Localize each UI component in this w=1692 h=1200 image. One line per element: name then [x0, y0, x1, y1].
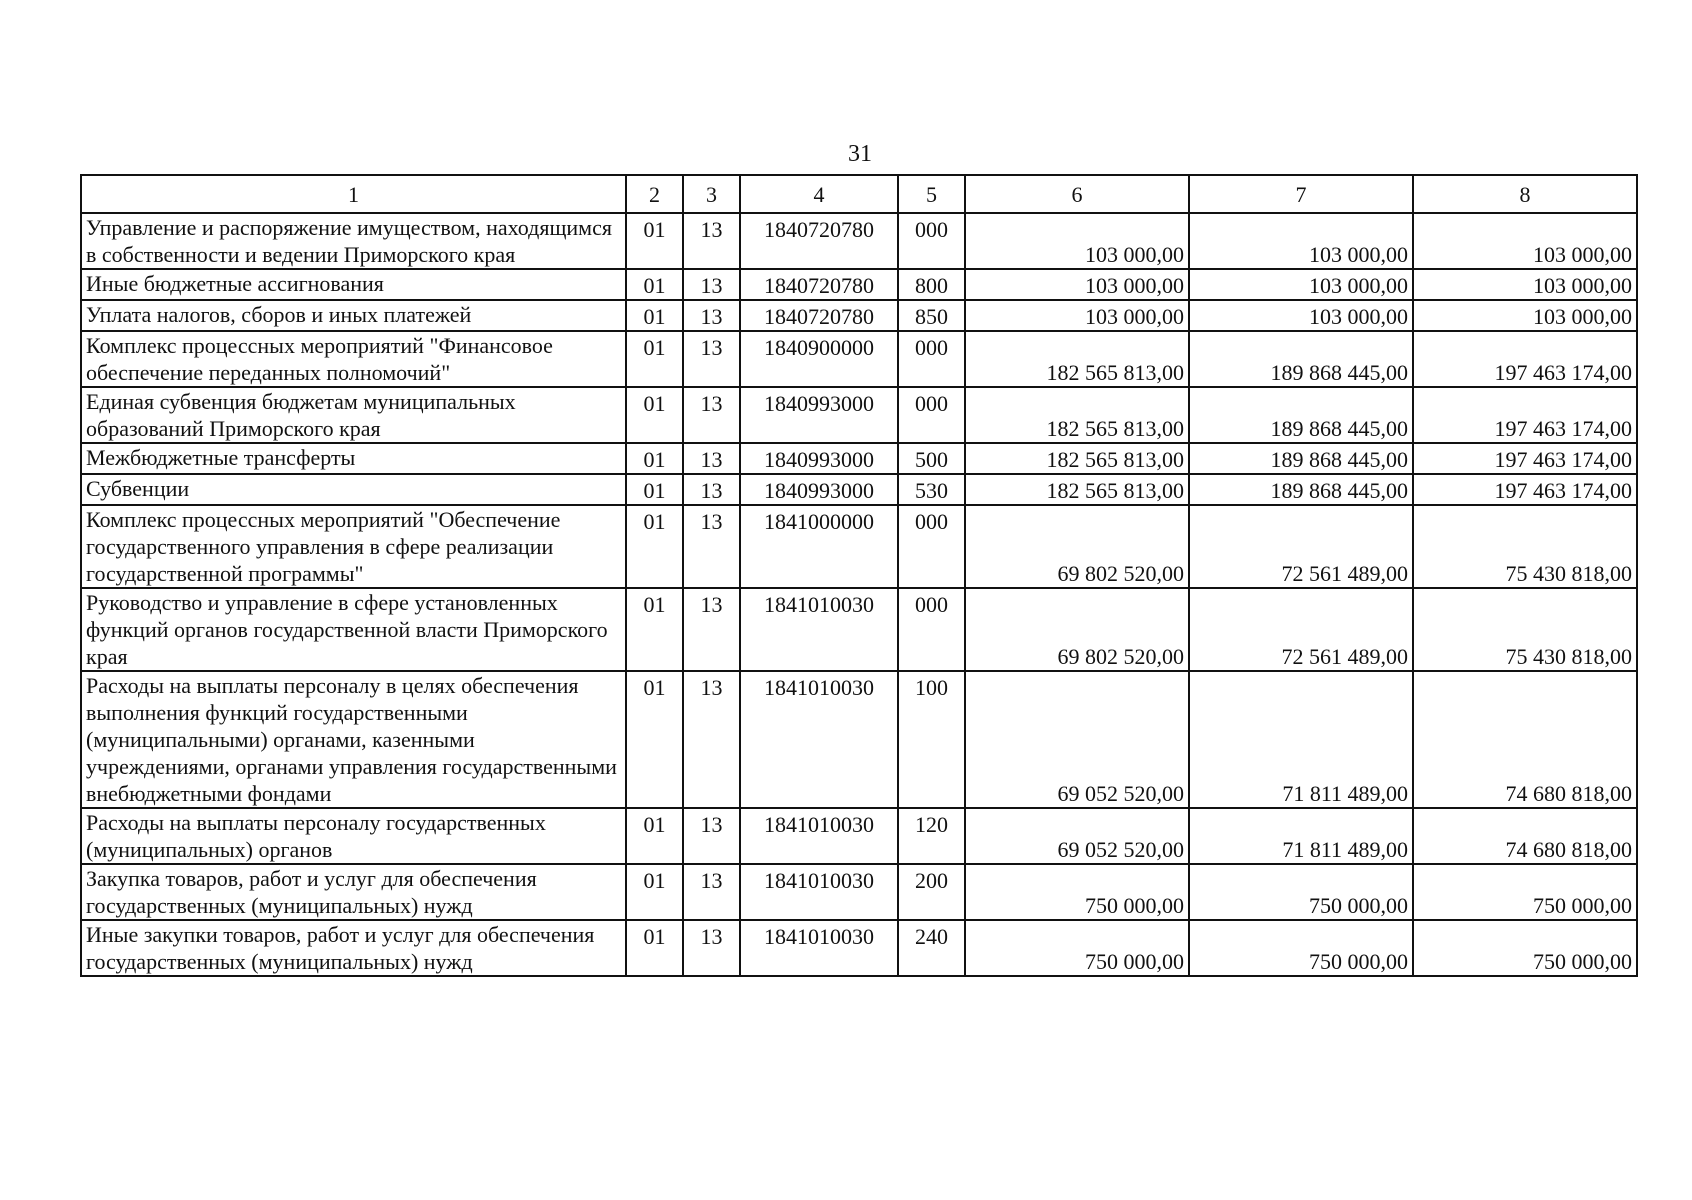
code-target-article: 1840900000 — [740, 331, 898, 387]
table-row — [81, 300, 1637, 331]
amount-col6: 103 000,00 — [965, 213, 1189, 269]
amount-col8: 74 680 818,00 — [1413, 808, 1637, 864]
code-section: 01 — [626, 920, 683, 976]
table-row — [81, 331, 1637, 387]
header-cell: 1 — [81, 175, 626, 213]
amount-col8: 197 463 174,00 — [1413, 331, 1637, 387]
row-name: Иные закупки товаров, работ и услуг для обеспечения государственных (муниципальных) нужд — [81, 920, 626, 976]
amount-col8: 103 000,00 — [1413, 300, 1637, 331]
amount-col7: 72 561 489,00 — [1189, 588, 1413, 671]
code-section: 01 — [626, 269, 683, 300]
row-name: Руководство и управление в сфере установленных функций органов государственной власти Приморского края — [81, 588, 626, 671]
amount-col7: 189 868 445,00 — [1189, 443, 1413, 474]
code-target-article: 1840720780 — [740, 269, 898, 300]
amount-col7: 189 868 445,00 — [1189, 474, 1413, 505]
header-cell: 3 — [683, 175, 740, 213]
amount-col7: 103 000,00 — [1189, 213, 1413, 269]
table-row — [81, 269, 1637, 300]
amount-col7: 71 811 489,00 — [1189, 808, 1413, 864]
amount-col8: 750 000,00 — [1413, 864, 1637, 920]
amount-col6: 750 000,00 — [965, 864, 1189, 920]
code-section: 01 — [626, 474, 683, 505]
code-expense-type: 850 — [898, 300, 965, 331]
amount-col7: 103 000,00 — [1189, 269, 1413, 300]
code-section: 01 — [626, 808, 683, 864]
header-cell: 6 — [965, 175, 1189, 213]
row-name: Расходы на выплаты персоналу в целях обеспечения выполнения функций государственными (муниципальными) органами, казенными учреждениями, органами управления государственными внебюджетными фондами — [81, 671, 626, 808]
amount-col8: 103 000,00 — [1413, 269, 1637, 300]
amount-col7: 103 000,00 — [1189, 300, 1413, 331]
code-section: 01 — [626, 331, 683, 387]
header-row — [81, 175, 1637, 213]
row-name: Расходы на выплаты персоналу государственных (муниципальных) органов — [81, 808, 626, 864]
code-subsection: 13 — [683, 588, 740, 671]
budget-table — [80, 174, 1638, 977]
code-expense-type: 200 — [898, 864, 965, 920]
code-target-article: 1840720780 — [740, 213, 898, 269]
amount-col6: 103 000,00 — [965, 300, 1189, 331]
header-cell: 5 — [898, 175, 965, 213]
code-subsection: 13 — [683, 269, 740, 300]
amount-col7: 189 868 445,00 — [1189, 331, 1413, 387]
row-name: Субвенции — [81, 474, 626, 505]
code-subsection: 13 — [683, 387, 740, 443]
amount-col8: 197 463 174,00 — [1413, 443, 1637, 474]
code-target-article: 1841010030 — [740, 588, 898, 671]
header-cell: 7 — [1189, 175, 1413, 213]
row-name: Иные бюджетные ассигнования — [81, 269, 626, 300]
amount-col7: 750 000,00 — [1189, 920, 1413, 976]
row-name: Единая субвенция бюджетам муниципальных образований Приморского края — [81, 387, 626, 443]
amount-col8: 103 000,00 — [1413, 213, 1637, 269]
code-target-article: 1841010030 — [740, 671, 898, 808]
code-target-article: 1841010030 — [740, 920, 898, 976]
code-expense-type: 000 — [898, 505, 965, 588]
amount-col6: 750 000,00 — [965, 920, 1189, 976]
code-subsection: 13 — [683, 671, 740, 808]
code-subsection: 13 — [683, 300, 740, 331]
table-row — [81, 588, 1637, 671]
code-expense-type: 120 — [898, 808, 965, 864]
amount-col7: 189 868 445,00 — [1189, 387, 1413, 443]
header-cell: 2 — [626, 175, 683, 213]
code-subsection: 13 — [683, 331, 740, 387]
code-expense-type: 500 — [898, 443, 965, 474]
amount-col6: 69 052 520,00 — [965, 671, 1189, 808]
table-row — [81, 808, 1637, 864]
table-row — [81, 671, 1637, 808]
header-cell: 4 — [740, 175, 898, 213]
code-expense-type: 240 — [898, 920, 965, 976]
amount-col6: 69 802 520,00 — [965, 588, 1189, 671]
amount-col6: 182 565 813,00 — [965, 443, 1189, 474]
code-section: 01 — [626, 671, 683, 808]
amount-col6: 182 565 813,00 — [965, 331, 1189, 387]
row-name: Комплекс процессных мероприятий "Финансовое обеспечение переданных полномочий" — [81, 331, 626, 387]
table-row — [81, 387, 1637, 443]
code-target-article: 1840993000 — [740, 443, 898, 474]
code-section: 01 — [626, 387, 683, 443]
code-target-article: 1841010030 — [740, 808, 898, 864]
code-target-article: 1841000000 — [740, 505, 898, 588]
row-name: Уплата налогов, сборов и иных платежей — [81, 300, 626, 331]
code-expense-type: 530 — [898, 474, 965, 505]
code-section: 01 — [626, 300, 683, 331]
code-section: 01 — [626, 864, 683, 920]
code-subsection: 13 — [683, 505, 740, 588]
amount-col6: 182 565 813,00 — [965, 387, 1189, 443]
code-target-article: 1841010030 — [740, 864, 898, 920]
amount-col7: 71 811 489,00 — [1189, 671, 1413, 808]
code-section: 01 — [626, 505, 683, 588]
amount-col8: 75 430 818,00 — [1413, 588, 1637, 671]
table-row — [81, 443, 1637, 474]
amount-col6: 69 802 520,00 — [965, 505, 1189, 588]
row-name: Комплекс процессных мероприятий "Обеспечение государственного управления в сфере реализации государственной программы" — [81, 505, 626, 588]
amount-col8: 75 430 818,00 — [1413, 505, 1637, 588]
amount-col8: 197 463 174,00 — [1413, 387, 1637, 443]
code-target-article: 1840993000 — [740, 474, 898, 505]
page-number: 31 — [848, 141, 872, 167]
amount-col6: 69 052 520,00 — [965, 808, 1189, 864]
table-row — [81, 505, 1637, 588]
header-cell: 8 — [1413, 175, 1637, 213]
code-expense-type: 000 — [898, 387, 965, 443]
row-name: Закупка товаров, работ и услуг для обеспечения государственных (муниципальных) нужд — [81, 864, 626, 920]
amount-col8: 197 463 174,00 — [1413, 474, 1637, 505]
code-expense-type: 800 — [898, 269, 965, 300]
code-subsection: 13 — [683, 213, 740, 269]
code-expense-type: 000 — [898, 331, 965, 387]
code-subsection: 13 — [683, 864, 740, 920]
table-row — [81, 920, 1637, 976]
amount-col6: 103 000,00 — [965, 269, 1189, 300]
code-subsection: 13 — [683, 474, 740, 505]
row-name: Межбюджетные трансферты — [81, 443, 626, 474]
table-row — [81, 474, 1637, 505]
code-target-article: 1840993000 — [740, 387, 898, 443]
code-expense-type: 000 — [898, 213, 965, 269]
code-section: 01 — [626, 588, 683, 671]
amount-col7: 750 000,00 — [1189, 864, 1413, 920]
code-expense-type: 000 — [898, 588, 965, 671]
table-row — [81, 213, 1637, 269]
code-section: 01 — [626, 213, 683, 269]
amount-col8: 750 000,00 — [1413, 920, 1637, 976]
code-section: 01 — [626, 443, 683, 474]
code-subsection: 13 — [683, 808, 740, 864]
code-expense-type: 100 — [898, 671, 965, 808]
code-target-article: 1840720780 — [740, 300, 898, 331]
row-name: Управление и распоряжение имуществом, находящимся в собственности и ведении Приморского края — [81, 213, 626, 269]
code-subsection: 13 — [683, 920, 740, 976]
code-subsection: 13 — [683, 443, 740, 474]
amount-col6: 182 565 813,00 — [965, 474, 1189, 505]
amount-col7: 72 561 489,00 — [1189, 505, 1413, 588]
table-row — [81, 864, 1637, 920]
amount-col8: 74 680 818,00 — [1413, 671, 1637, 808]
